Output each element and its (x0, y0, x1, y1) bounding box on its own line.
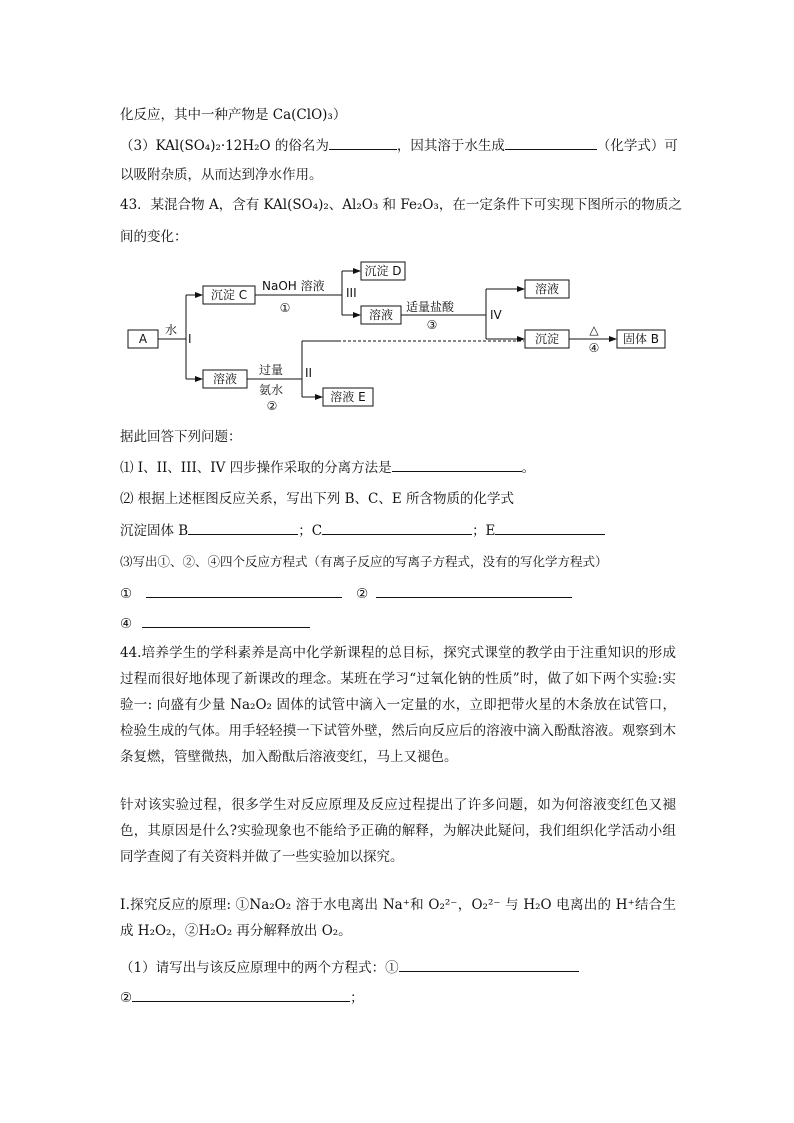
flow-diagram (0, 255, 794, 415)
question-44-1-line (120, 958, 579, 977)
label-circle-4: ④ (588, 341, 600, 355)
label-ammonia: 氨水 (259, 383, 284, 397)
c-blank[interactable] (322, 521, 472, 535)
b-label: 沉淀固体 B (120, 523, 189, 539)
q3-blank-2[interactable] (505, 136, 597, 150)
label-excess: 过量 (259, 363, 284, 377)
e-label: ；E (472, 523, 496, 539)
question-1-line (120, 458, 535, 477)
label-solution-1: 溶液 (368, 308, 394, 322)
label-solution-3: 溶液 (212, 372, 238, 386)
e-blank[interactable] (495, 521, 605, 535)
c-label: ；C (298, 523, 323, 539)
eq-1-blank[interactable] (146, 584, 342, 598)
label-solution-e: 溶液 E (330, 390, 366, 404)
q44-1-blank-2[interactable] (132, 988, 350, 1002)
eq-4-blank[interactable] (142, 614, 310, 628)
q44-2-label: ② (120, 990, 133, 1006)
label-solution-2: 溶液 (534, 282, 560, 296)
eq-2-blank[interactable] (376, 584, 572, 598)
label-circle-3: ③ (426, 318, 438, 332)
text-line-1: 化反应，其中一种产物是 Ca(ClO)₃） (120, 107, 347, 123)
q3-blank-1[interactable] (329, 136, 397, 150)
question-43-title: 43．某混合物 A，含有 KAl(SO₄)₂、Al₂O₃ 和 Fe₂O₃，在一定条件下可实现下图所示的物质之 (120, 197, 682, 213)
label-heat: △ (589, 323, 599, 337)
question-44-principle: Ⅰ.探究反应的原理: ①Na₂O₂ 溶于水电离出 Na⁺和 O₂²⁻，O₂²⁻ 与 H₂O 电离出的 H⁺结合生成 H₂O₂，②H₂O₂ 再分解释放出 O₂。 (120, 897, 676, 939)
text-line-3: 以吸附杂质，从而达到净水作用。 (120, 167, 323, 183)
label-circle-2: ② (266, 399, 278, 413)
b-blank[interactable] (188, 521, 298, 535)
label-hcl: 适量盐酸 (406, 300, 455, 314)
equation-line-1 (120, 584, 572, 603)
label-step-i: I (188, 332, 192, 346)
label-precipitate-c: 沉淀 C (210, 288, 248, 302)
question-3-line (120, 136, 678, 155)
question-44-1-line-2 (120, 988, 364, 1007)
q44-1-blank-1[interactable] (399, 958, 579, 972)
label-naoh: NaOH 溶液 (262, 279, 325, 293)
eq-2-label: ② (356, 586, 369, 602)
q1-end: 。 (521, 460, 536, 476)
question-2-line: ⑵ 根据上述框图反应关系，写出下列 B、C、E 所含物质的化学式 (120, 491, 514, 507)
label-step-iii: III (346, 286, 357, 300)
text-line-5: 间的变化： (120, 229, 188, 245)
q3-text-c: （化学式）可 (596, 138, 678, 154)
label-precipitate: 沉淀 (534, 332, 560, 346)
q44-1-text: （1）请写出与该反应原理中的两个方程式：① (120, 960, 399, 976)
q1-blank[interactable] (392, 458, 522, 472)
equation-line-2 (120, 614, 310, 633)
text-line-6: 据此回答下列问题： (120, 429, 242, 445)
question-44-paragraph-2: 针对该实验过程，很多学生对反应原理及反应过程提出了许多问题，如为何溶液变红色又褪色，其原因是什么?实验现象也不能给予正确的解释，为解决此疑问，我们组织化学活动小组同学查阅了有关资料并做了一些实验加以探究。 (120, 797, 676, 865)
eq-1-label: ① (120, 586, 133, 602)
label-step-iv: IV (490, 308, 502, 322)
question-44-paragraph: 44.培养学生的学科素养是高中化学新课程的总目标，探究式课堂的教学由于注重知识的形成过程而很好地体现了新课改的理念。某班在学习“过氧化钠的性质”时，做了如下两个实验:实验一: 向盛有少量 Na₂O₂ 固体的试管中滴入一定量的水，立即把带火星的木条放在试管口，检验生成的气体。用手轻轻摸一下试管外壁，然后向反应后的溶液中滴入酚酞溶液。观察到木条复燃，管壁微热，加入酚酞后溶液变红，马上又褪色。 (120, 645, 676, 765)
q44-2-end: ； (350, 990, 364, 1006)
label-circle-1: ① (279, 301, 291, 315)
label-step-ii: II (305, 366, 313, 380)
label-water: 水 (165, 323, 178, 337)
label-precipitate-d: 沉淀 D (364, 264, 402, 278)
q3-text-b: ，因其溶于水生成 (396, 138, 505, 154)
question-2-blanks (120, 521, 605, 540)
question-3-eq-line: ⑶写出①、②、④四个反应方程式（有离子反应的写离子方程式，没有的写化学方程式） (120, 554, 608, 569)
eq-4-label: ④ (120, 616, 133, 632)
label-a: A (138, 332, 148, 346)
q1-text: ⑴ I、II、III、IV 四步操作采取的分离方法是 (120, 460, 392, 476)
q3-text-a: （3）KAl(SO₄)₂·12H₂O 的俗名为 (120, 138, 329, 154)
label-solid-b: 固体 B (622, 332, 660, 346)
